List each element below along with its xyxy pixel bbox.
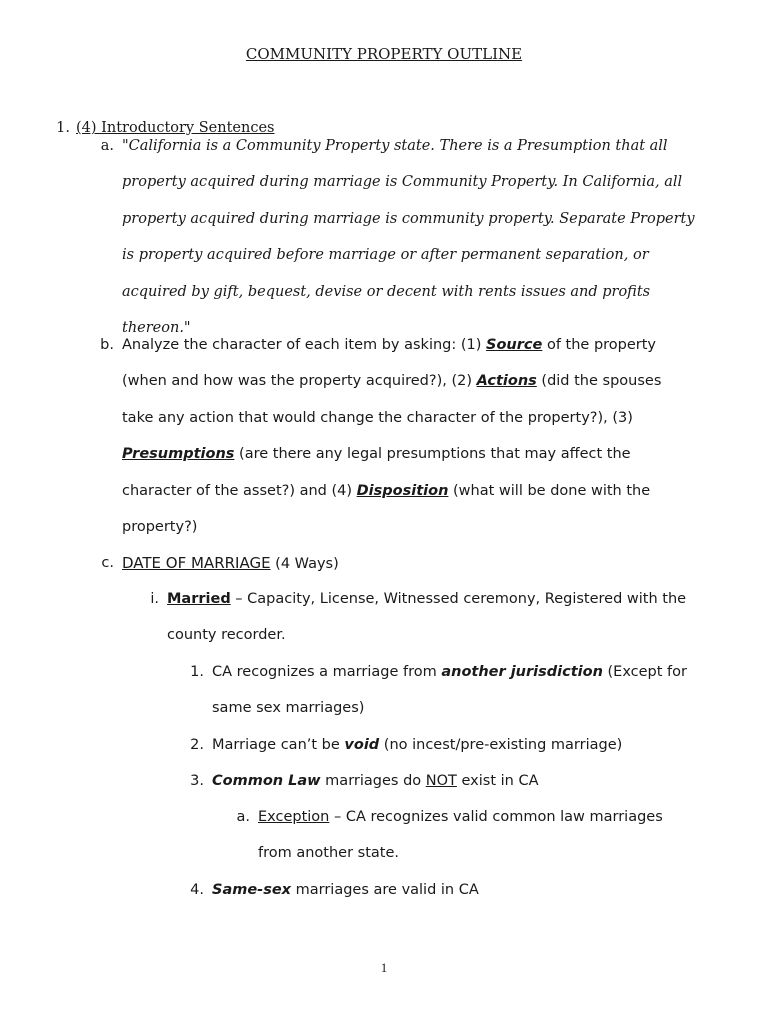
quote-line: thereon."	[122, 320, 191, 337]
item-marker: 2.	[190, 737, 204, 753]
text-line: CA recognizes a marriage from another jurisdiction (Except for	[212, 664, 687, 680]
item-marker: a.	[236, 809, 250, 825]
quote-line: property acquired during marriage is community property. Separate Property	[122, 210, 695, 227]
text-line: character of the asset?) and (4) Disposition (what will be done with the	[122, 482, 651, 499]
text-line: (when and how was the property acquired?), (2) Actions (did the spouses	[122, 373, 662, 390]
keyword-common-law: Common Law	[212, 773, 321, 789]
quote-line: property acquired during marriage is Community Property. In California, all	[122, 174, 683, 191]
keyword-disposition: Disposition	[356, 482, 449, 499]
text-line: county recorder.	[167, 627, 286, 644]
keyword-same-sex: Same-sex	[212, 882, 292, 898]
outline-item-sub-4: 4. Same-sex marriages are valid in CA	[212, 872, 479, 908]
keyword-actions: Actions	[476, 373, 537, 390]
item-marker: b.	[100, 337, 114, 353]
outline-item-1b	[100, 327, 662, 545]
keyword-jurisdiction: another jurisdiction	[441, 664, 603, 680]
item-marker: 1.	[190, 664, 204, 680]
text-line: Married – Capacity, License, Witnessed ceremony, Registered with the	[167, 591, 687, 607]
page-title: COMMUNITY PROPERTY OUTLINE	[245, 45, 523, 63]
outline-item-i	[150, 581, 687, 654]
keyword-exception: Exception	[258, 809, 330, 825]
subsection-heading: DATE OF MARRIAGE	[122, 554, 271, 572]
keyword-not: NOT	[425, 773, 457, 789]
outline-item-sub-3a	[236, 799, 663, 872]
section-heading: (4) Introductory Sentences	[76, 120, 275, 136]
keyword-married: Married	[167, 591, 231, 607]
item-marker: 1.	[56, 120, 70, 136]
item-marker: c.	[101, 555, 114, 571]
text-line: property?)	[122, 519, 198, 536]
keyword-source: Source	[486, 337, 543, 353]
quote-line: is property acquired before marriage or after permanent separation, or	[122, 247, 649, 264]
text-line: Analyze the character of each item by asking: (1) Source of the property	[122, 337, 657, 353]
outline-item-1a	[100, 128, 695, 337]
item-marker: a.	[100, 138, 114, 154]
keyword-void: void	[344, 737, 380, 753]
text-line: same sex marriages)	[212, 700, 365, 717]
outline-item-sub-1	[190, 654, 687, 727]
text-line: take any action that would change the character of the property?), (3)	[122, 409, 633, 426]
text-line: from another state.	[258, 845, 400, 862]
quote-line: "California is a Community Property state. There is a Presumption that all	[122, 138, 668, 154]
item-marker: i.	[150, 591, 159, 607]
outline-item-sub-2: 2. Marriage can’t be void (no incest/pre-existing marriage)	[212, 727, 622, 763]
outline-item-sub-3: 3. Common Law marriages do NOT exist in CA	[212, 763, 539, 799]
page-number: 1	[380, 960, 388, 975]
text-line: Exception – CA recognizes valid common law marriages	[258, 809, 663, 825]
quote-line: acquired by gift, bequest, devise or decent with rents issues and profits	[122, 283, 651, 300]
text-line: Presumptions (are there any legal presumptions that may affect the	[122, 446, 631, 463]
keyword-presumptions: Presumptions	[122, 446, 235, 463]
item-marker: 3.	[190, 773, 204, 789]
item-marker: 4.	[190, 882, 204, 898]
outline-item-1c: c. DATE OF MARRIAGE (4 Ways)	[122, 545, 339, 582]
